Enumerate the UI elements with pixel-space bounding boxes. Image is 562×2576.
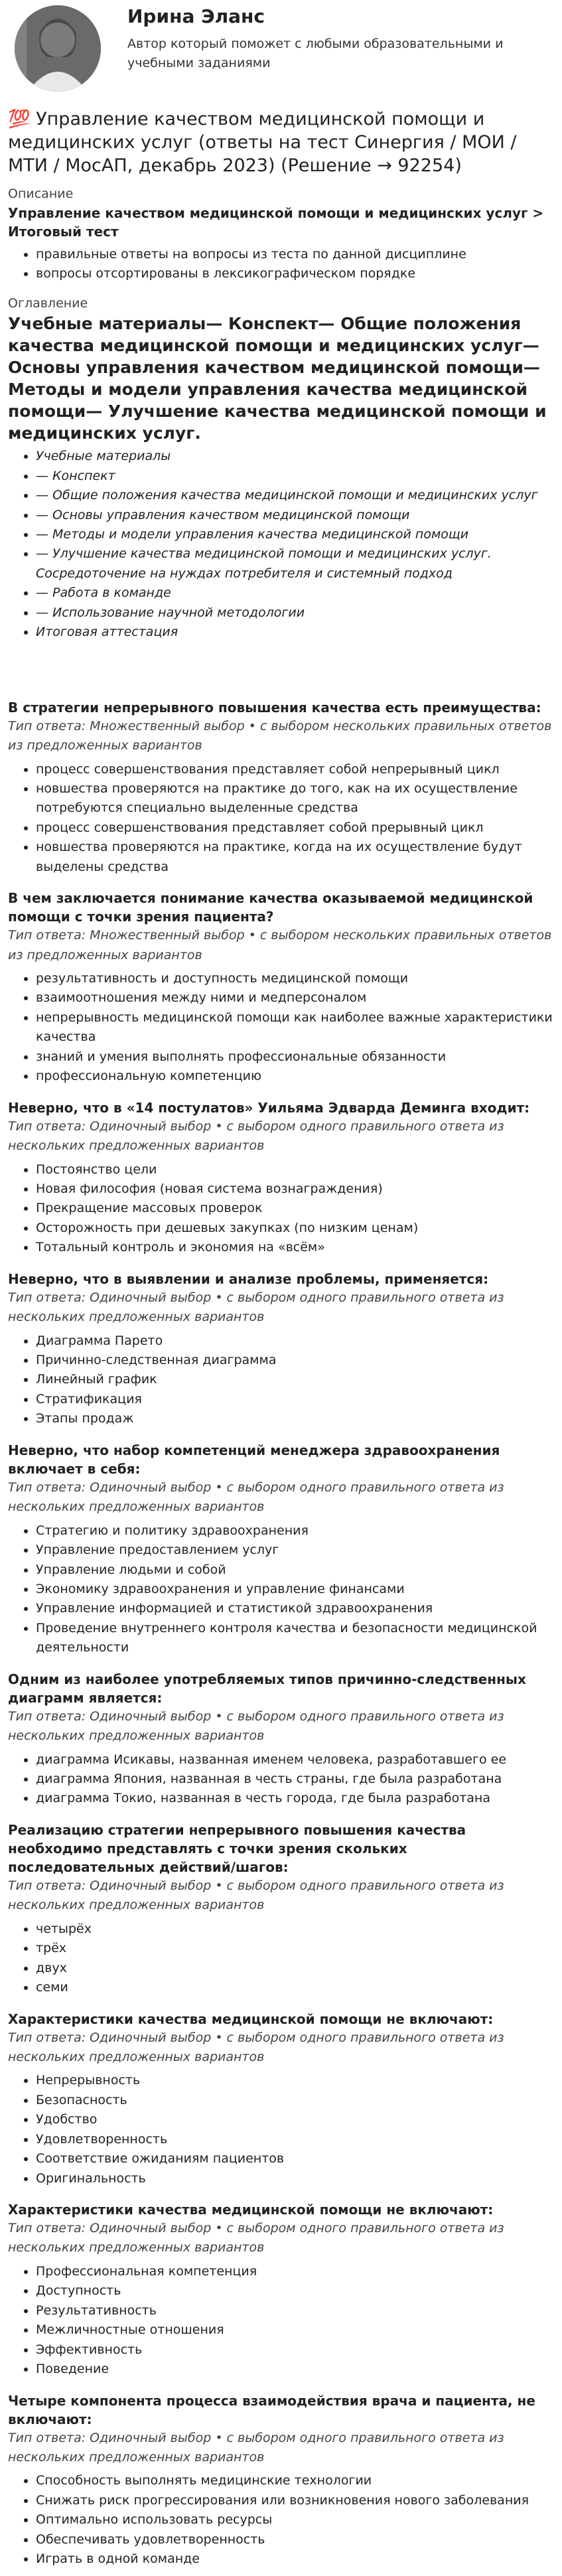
option: • взаимоотношения между ними и медперсоналом: [36, 988, 554, 1008]
option: • Управление людьми и собой: [36, 1560, 554, 1580]
question-type: Тип ответа: Одиночный выбор • с выбором одного правильного ответа из нескольких предложенных вариантов: [8, 2430, 504, 2464]
options-list: [8, 760, 554, 877]
option: • диаграмма Япония, названная в честь страны, где была разработана: [36, 1770, 554, 1789]
options-list: [8, 2262, 554, 2380]
question-5: [8, 1441, 554, 1658]
toc-item[interactable]: • — Методы и модели управления качества медицинской помощи: [36, 525, 554, 544]
option: • новшества проверяются на практике, когда на их осуществление будут выделены средства: [36, 838, 554, 877]
description-label: Описание: [8, 187, 74, 202]
question-type: Тип ответа: Одиночный выбор • с выбором одного правильного ответа из нескольких предложенных вариантов: [8, 1708, 504, 1744]
question-1: [8, 698, 554, 877]
option: • двух: [36, 1959, 554, 1978]
option: • Снижать риск прогрессирования или возникновения нового заболевания: [36, 2491, 554, 2510]
question-type: Тип ответа: Одиночный выбор • с выбором одного правильного ответа из нескольких предложенных вариантов: [8, 1118, 504, 1154]
option: • диаграмма Токио, названная в честь города, где была разработана: [36, 1789, 554, 1808]
option: • процесс совершенствования представляет собой непрерывный цикл: [36, 760, 554, 779]
option: • Прекращение массовых проверок: [36, 1199, 554, 1218]
author-description: Автор который поможет с любыми образовательными и учебными заданиями: [127, 36, 504, 71]
option: • Управление информацией и статистикой здравоохранения: [36, 1599, 554, 1618]
option: • семи: [36, 1978, 554, 1997]
author-block: [8, 0, 554, 92]
question-type: Тип ответа: Множественный выбор • с выбором нескольких правильных ответов из предложенных вариантов: [8, 928, 552, 962]
toc-item[interactable]: • — Улучшение качества медицинской помощи и медицинских услуг. Сосредоточение на нуждах потребителя и системный подход: [36, 544, 554, 583]
toc-item[interactable]: • Учебные материалы: [36, 447, 554, 466]
toc-item[interactable]: • — Работа в команде: [36, 583, 554, 603]
question-type: Тип ответа: Одиночный выбор • с выбором одного правильного ответа из нескольких предложенных вариантов: [8, 1290, 504, 1325]
toc-item[interactable]: • — Общие положения качества медицинской помощи и медицинских услуг: [36, 486, 554, 505]
question-text: Характеристики качества медицинской помощи не включают:: [8, 2202, 494, 2218]
option: • профессиональную компетенцию: [36, 1067, 554, 1086]
option: • Постоянство цели: [36, 1160, 554, 1179]
question-7: [8, 1821, 554, 1998]
options-list: [8, 1920, 554, 1998]
avatar[interactable]: [15, 5, 101, 92]
toc-heading: Учебные материалы— Конспект— Общие положения качества медицинской помощи и медицинских услуг— Основы управления качеством медицинской помощи— Методы и модели управления качества медицинской помощи— Улучшение качества медицинской помощи и медицинских услуг.: [8, 314, 547, 443]
option: • Управление предоставлением услуг: [36, 1541, 554, 1560]
list-item: • вопросы отсортированы в лексикографическом порядке: [36, 264, 554, 283]
option: • результативность и доступность медицинской помощи: [36, 969, 554, 988]
option: • диаграмма Исикавы, названная именем человека, разработавшего ее: [36, 1750, 554, 1770]
question-text: Четыре компонента процесса взаимодействия врача и пациента, не включают:: [8, 2392, 535, 2427]
option: • Непрерывность: [36, 2071, 554, 2090]
option: • Этапы продаж: [36, 1409, 554, 1428]
option: • Профессиональная компетенция: [36, 2262, 554, 2281]
option: • новшества проверяются на практике до того, как на их осуществление потребуются специально выделенные средства: [36, 779, 554, 818]
option: • Диаграмма Парето: [36, 1331, 554, 1351]
option: • Способность выполнять медицинские технологии: [36, 2471, 554, 2490]
question-type: Тип ответа: Одиночный выбор • с выбором одного правильного ответа из нескольких предложенных вариантов: [8, 2221, 504, 2255]
option: • Поведение: [36, 2360, 554, 2379]
question-type: Тип ответа: Множественный выбор • с выбором нескольких правильных ответов из предложенных вариантов: [8, 718, 552, 753]
question-text: Неверно, что в выявлении и анализе проблемы, применяется:: [8, 1270, 489, 1287]
option: • Удовлетворенность: [36, 2130, 554, 2149]
question-4: [8, 1270, 554, 1429]
question-type: Тип ответа: Одиночный выбор • с выбором одного правильного ответа из нескольких предложенных вариантов: [8, 1878, 504, 1913]
question-text: В чем заключается понимание качества оказываемой медицинской помощи с точки зрения пациента?: [8, 890, 533, 925]
option: • Экономику здравоохранения и управление финансами: [36, 1580, 554, 1599]
toc-item[interactable]: • — Использование научной методологии: [36, 603, 554, 623]
author-info: [127, 5, 539, 73]
question-type: Тип ответа: Одиночный выбор • с выбором одного правильного ответа из нескольких предложенных вариантов: [8, 1479, 504, 1515]
option: • процесс совершенствования представляет собой прерывный цикл: [36, 818, 554, 838]
option: • Играть в одной команде: [36, 2549, 554, 2569]
question-10: [8, 2391, 554, 2569]
options-list: [8, 2471, 554, 2569]
option: • Стратификация: [36, 1390, 554, 1409]
options-list: [8, 2071, 554, 2188]
avatar-photo-icon: [15, 5, 101, 92]
question-text: Реализацию стратегии непрерывного повышения качества необходимо представлять с точки зрения скольких последовательных действий/шагов:: [8, 1821, 466, 1875]
option: • знаний и умения выполнять профессиональные обязанности: [36, 1047, 554, 1067]
option: • Безопасность: [36, 2091, 554, 2110]
description-section: [8, 185, 554, 283]
author-name[interactable]: Ирина Эланс: [127, 5, 265, 27]
option: • Оригинальность: [36, 2169, 554, 2188]
question-6: [8, 1670, 554, 1809]
option: • Проведение внутреннего контроля качества и безопасности медицинской деятельности: [36, 1619, 554, 1658]
option: • трёх: [36, 1939, 554, 1958]
toc-label: Оглавление: [8, 295, 88, 311]
list-item: • правильные ответы на вопросы из теста по данной дисциплине: [36, 245, 554, 264]
option: • Межличностные отношения: [36, 2320, 554, 2340]
option: • Результативность: [36, 2301, 554, 2320]
question-2: [8, 889, 554, 1087]
option: • Причинно-следственная диаграмма: [36, 1351, 554, 1370]
toc-item[interactable]: • — Конспект: [36, 467, 554, 486]
option: • Оптимально использовать ресурсы: [36, 2510, 554, 2530]
option: • Обеспечивать удовлетворенность: [36, 2530, 554, 2549]
question-text: Неверно, что набор компетенций менеджера здравоохранения включает в себя:: [8, 1442, 500, 1477]
toc-section: [8, 295, 554, 643]
options-list: [8, 1521, 554, 1658]
options-list: [8, 969, 554, 1087]
option: • Стратегию и политику здравоохранения: [36, 1521, 554, 1541]
question-9: [8, 2200, 554, 2380]
options-list: [8, 1750, 554, 1809]
option: • Линейный график: [36, 1370, 554, 1389]
option: • четырёх: [36, 1920, 554, 1939]
question-8: [8, 2010, 554, 2189]
page-title: 💯 Управление качеством медицинской помощи и медицинских услуг (ответы на тест Синергия / МОИ / МТИ / МосАП, декабрь 2023) (Решение → 92254): [8, 109, 517, 177]
option: • Тотальный контроль и экономия на «всём»: [36, 1238, 554, 1257]
options-list: [8, 1160, 554, 1258]
spacer: [8, 649, 554, 686]
option: • Эффективность: [36, 2340, 554, 2360]
question-text: Одним из наиболее употребляемых типов причинно-следственных диаграмм является:: [8, 1671, 526, 1706]
option: • Новая философия (новая система вознаграждения): [36, 1179, 554, 1199]
question-text: В стратегии непрерывного повышения качества есть преимущества:: [8, 699, 541, 716]
question-3: [8, 1099, 554, 1258]
toc-item[interactable]: • Итоговая аттестация: [36, 623, 554, 642]
toc-item[interactable]: • — Основы управления качеством медицинской помощи: [36, 506, 554, 525]
option: • Осторожность при дешевых закупках (по низким ценам): [36, 1219, 554, 1238]
toc-list: [8, 447, 554, 642]
option: • Удобство: [36, 2110, 554, 2129]
option: • непрерывность медицинской помощи как наиболее важные характеристики качества: [36, 1008, 554, 1047]
option: • Соответствие ожиданиям пациентов: [36, 2149, 554, 2168]
description-subject: Управление качеством медицинской помощи и медицинских услуг > Итоговый тест: [8, 204, 544, 240]
question-text: Неверно, что в «14 постулатов» Уильяма Эдварда Деминга входит:: [8, 1099, 530, 1116]
question-text: Характеристики качества медицинской помощи не включают:: [8, 2010, 494, 2027]
question-type: Тип ответа: Одиночный выбор • с выбором одного правильного ответа из нескольких предложенных вариантов: [8, 2030, 504, 2064]
description-list: [8, 245, 554, 284]
options-list: [8, 1331, 554, 1429]
option: • Доступность: [36, 2281, 554, 2301]
